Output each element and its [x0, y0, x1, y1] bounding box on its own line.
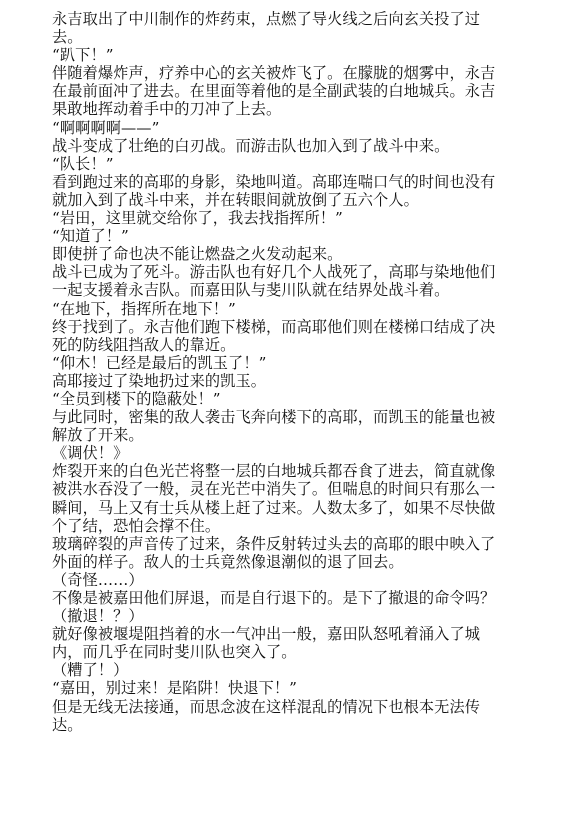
text-line: 高耶接过了染地扔过来的凯玉。: [52, 371, 267, 390]
text-line: （撤退！？）: [52, 607, 144, 626]
text-line: “啊啊啊啊——”: [52, 118, 160, 137]
text-line: “知道了！”: [52, 227, 129, 246]
text-line: 看到跑过来的高耶的身影，染地叫道。高耶连喘口气的时间也没有: [52, 172, 496, 191]
text-line: “嘉田，别过来！是陷阱！快退下！”: [52, 679, 298, 698]
text-line: “仰木！已经是最后的凯玉了！”: [52, 353, 267, 372]
text-line: 在最前面冲了进去。在里面等着他的是全副武装的白地城兵。永吉: [52, 82, 496, 101]
text-line: 被洪水吞没了一般，灵在光芒中消失了。但喘息的时间只有那么一: [52, 480, 496, 499]
text-line: 解放了开来。: [52, 426, 144, 445]
text-line: 伴随着爆炸声，疗养中心的玄关被炸飞了。在朦胧的烟雾中，永吉: [52, 64, 496, 83]
text-line: 《调伏！》: [52, 444, 129, 463]
text-line: 与此同时，密集的敌人袭击飞奔向楼下的高耶，而凯玉的能量也被: [52, 408, 496, 427]
text-line: “队长！”: [52, 154, 114, 173]
text-line: “在地下，指挥所在地下！”: [52, 299, 236, 318]
text-line: 永吉取出了中川制作的炸药束，点燃了导火线之后向玄关投了过: [52, 10, 481, 28]
text-line: “岩田，这里就交给你了，我去找指挥所！”: [52, 209, 343, 228]
text-line: 死的防线阻挡敌人的靠近。: [52, 335, 236, 354]
text-line: 去。: [52, 28, 83, 47]
text-line: 就好像被堰堤阻挡着的水一气冲出一般，嘉田队怒吼着涌入了城: [52, 625, 481, 644]
document-page: [52, 10, 542, 734]
text-line: 外面的样子。敌人的士兵竟然像退潮似的退了回去。: [52, 552, 404, 571]
text-line: 炸裂开来的白色光芒将整一层的白地城兵都吞食了进去，简直就像: [52, 462, 496, 481]
text-line: 个了结，恐怕会撑不住。: [52, 516, 221, 535]
text-line: （奇怪……）: [52, 570, 144, 589]
text-line: 果敢地挥动着手中的刀冲了上去。: [52, 100, 282, 119]
text-line: 战斗变成了壮绝的白刃战。而游击队也加入到了战斗中来。: [52, 136, 450, 155]
text-line: 终于找到了。永吉他们跑下楼梯，而高耶他们则在楼梯口结成了决: [52, 317, 496, 336]
text-line: 一起支援着永吉队。而嘉田队与斐川队就在结界处战斗着。: [52, 281, 450, 300]
text-line: 就加入到了战斗中来，并在转眼间就放倒了五六个人。: [52, 190, 419, 209]
text-line: （糟了！）: [52, 661, 129, 680]
text-line: 玻璃碎裂的声音传了过来，条件反射转过头去的高耶的眼中映入了: [52, 534, 496, 553]
text-line: 瞬间，马上又有士兵从楼上赶了过来。人数太多了，如果不尽快做: [52, 498, 496, 517]
text-line: 但是无线无法接通，而思念波在这样混乱的情况下也根本无法传: [52, 697, 481, 716]
text-line: 内，而几乎在同时斐川队也突入了。: [52, 643, 297, 662]
text-line: “全员到楼下的隐蔽处！”: [52, 389, 221, 408]
text-line: “趴下！”: [52, 46, 114, 65]
text-line: 即使拼了命也决不能让燃盎之火发动起来。: [52, 245, 343, 264]
text-line: 不像是被嘉田他们屏退，而是自行退下的。是下了撤退的命令吗？: [52, 589, 496, 607]
text-line: 达。: [52, 715, 83, 734]
text-line: 战斗已成为了死斗。游击队也有好几个人战死了，高耶与染地他们: [52, 263, 496, 282]
